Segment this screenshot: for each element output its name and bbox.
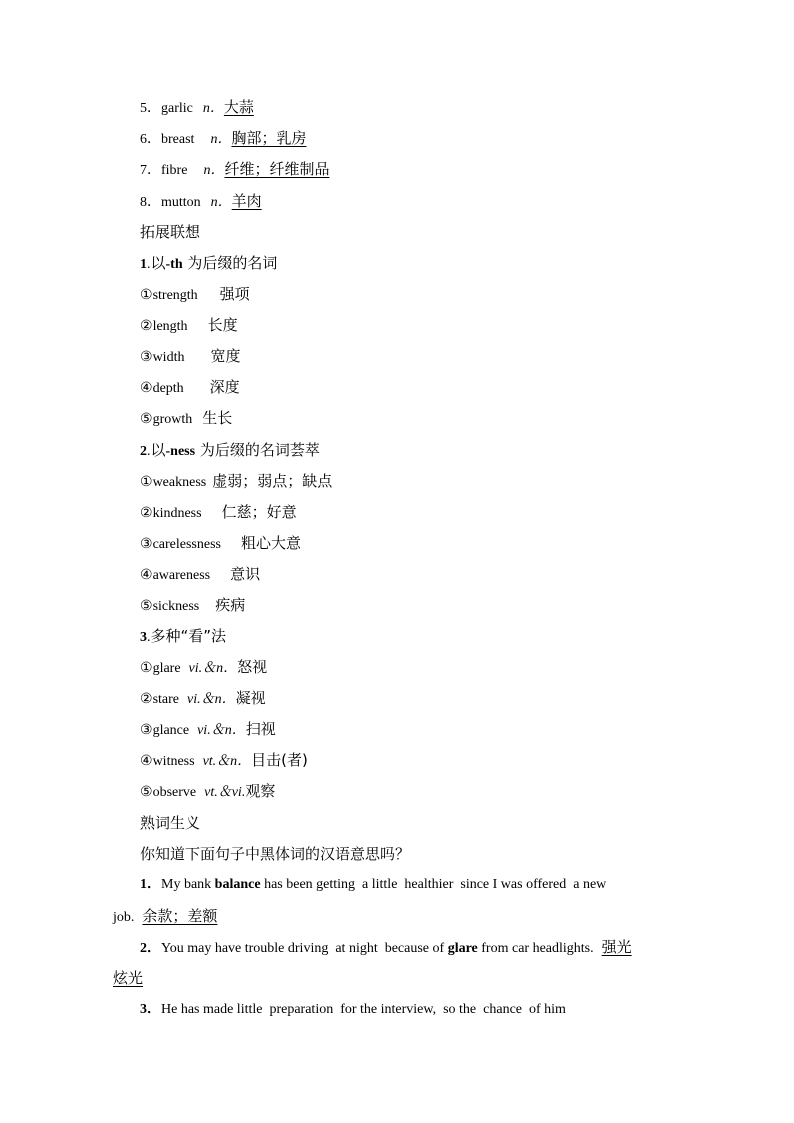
section-dot: . bbox=[147, 257, 151, 272]
answer: 炫光 bbox=[113, 969, 144, 987]
item-number: 5． bbox=[140, 101, 161, 116]
sentence-number: 1． bbox=[140, 877, 161, 892]
item-mark: ② bbox=[140, 692, 153, 707]
part-of-speech: n． bbox=[210, 132, 232, 147]
section-number: 3 bbox=[140, 630, 147, 645]
item-meaning: 观察 bbox=[245, 782, 276, 800]
item-word: strength bbox=[152, 288, 198, 303]
part-of-speech: n． bbox=[203, 163, 225, 178]
sentence bbox=[140, 875, 606, 895]
item-word: growth bbox=[152, 412, 193, 427]
vocab-word: garlic bbox=[161, 101, 193, 116]
vocab-meaning: 纤维；纤维制品 bbox=[224, 160, 330, 178]
item-mark: ② bbox=[140, 506, 153, 521]
list-item bbox=[140, 408, 232, 430]
item-meaning: 目击(者) bbox=[251, 751, 308, 769]
item-meaning: 长度 bbox=[207, 316, 238, 334]
item-mark: ① bbox=[140, 288, 153, 303]
list-item bbox=[140, 315, 238, 337]
list-item bbox=[140, 377, 240, 399]
vocab-meaning: 羊肉 bbox=[231, 192, 262, 210]
part-of-speech: vi.＆n． bbox=[188, 661, 238, 676]
item-mark: ① bbox=[140, 475, 153, 490]
item-mark: ③ bbox=[140, 723, 153, 738]
list-item bbox=[140, 564, 260, 586]
item-mark: ④ bbox=[140, 381, 153, 396]
list-item bbox=[140, 781, 275, 803]
item-meaning: 扫视 bbox=[245, 720, 276, 738]
sentence-number: 3． bbox=[140, 1002, 161, 1017]
key-word: balance bbox=[214, 877, 261, 892]
sentence-number: 2． bbox=[140, 941, 161, 956]
suffix-word: -th bbox=[165, 257, 183, 272]
item-meaning: 意识 bbox=[230, 565, 261, 583]
list-item bbox=[140, 346, 240, 368]
item-mark: ⑤ bbox=[140, 599, 153, 614]
list-item bbox=[140, 595, 245, 617]
part-of-speech: vt.＆n． bbox=[202, 754, 252, 769]
familiar-heading: 熟词生义 bbox=[140, 814, 201, 832]
item-meaning: 强项 bbox=[219, 285, 250, 303]
section-title bbox=[140, 253, 277, 275]
item-word: length bbox=[152, 319, 188, 334]
item-word: stare bbox=[152, 692, 179, 707]
section-dot: . bbox=[147, 444, 151, 459]
item-number: 8． bbox=[140, 195, 161, 210]
item-number: 6． bbox=[140, 132, 161, 147]
familiar-question: 你知道下面句子中黑体词的汉语意思吗？ bbox=[140, 845, 411, 863]
item-word: depth bbox=[152, 381, 184, 396]
item-word: width bbox=[152, 350, 185, 365]
item-word: glance bbox=[152, 723, 190, 738]
list-item bbox=[140, 471, 332, 493]
key-word: glare bbox=[447, 941, 478, 956]
list-item bbox=[140, 284, 250, 306]
sentence bbox=[140, 1000, 566, 1020]
section-title-rest: 为后缀的名词荟萃 bbox=[195, 441, 320, 459]
item-meaning: 深度 bbox=[209, 378, 240, 396]
section-title-pre: 以 bbox=[150, 441, 166, 459]
item-mark: ④ bbox=[140, 568, 153, 583]
sentence-text: from car headlights. bbox=[477, 941, 594, 956]
answer: 余款；差额 bbox=[142, 907, 218, 925]
list-item bbox=[140, 750, 308, 772]
sentence-text: job. bbox=[113, 910, 135, 925]
item-meaning: 生长 bbox=[202, 409, 233, 427]
vocab-item bbox=[140, 128, 306, 150]
item-mark: ⑤ bbox=[140, 785, 153, 800]
item-word: witness bbox=[152, 754, 195, 769]
section-number: 2 bbox=[140, 444, 147, 459]
vocab-word: fibre bbox=[161, 163, 188, 178]
part-of-speech: n． bbox=[210, 195, 232, 210]
sentence-text: My bank bbox=[161, 877, 215, 892]
item-mark: ⑤ bbox=[140, 412, 153, 427]
item-meaning: 凝视 bbox=[235, 689, 266, 707]
vocab-meaning: 胸部；乳房 bbox=[231, 129, 307, 147]
item-number: 7． bbox=[140, 163, 161, 178]
part-of-speech: vi.＆n． bbox=[187, 692, 236, 707]
expand-heading: 拓展联想 bbox=[140, 223, 201, 241]
sentence-text: You may have trouble driving at night because of bbox=[161, 941, 448, 956]
section-number: 1 bbox=[140, 257, 147, 272]
item-meaning: 怒视 bbox=[237, 658, 268, 676]
item-meaning: 粗心大意 bbox=[240, 534, 301, 552]
part-of-speech: n． bbox=[202, 101, 224, 116]
vocab-meaning: 大蒜 bbox=[223, 98, 254, 116]
vocab-item bbox=[140, 97, 254, 119]
item-word: kindness bbox=[152, 506, 202, 521]
vocab-word: breast bbox=[161, 132, 195, 147]
list-item bbox=[140, 657, 267, 679]
item-meaning: 仁慈；好意 bbox=[221, 503, 297, 521]
part-of-speech: vt.＆vi. bbox=[204, 785, 246, 800]
section-title-text: 多种“看”法 bbox=[150, 627, 227, 645]
section-title bbox=[140, 626, 226, 648]
sentence-text: has been getting a little healthier since I was offered a new bbox=[260, 877, 607, 892]
section-title bbox=[140, 440, 320, 462]
suffix-word: -ness bbox=[165, 444, 196, 459]
sentence-continuation bbox=[113, 968, 143, 990]
item-mark: ③ bbox=[140, 350, 153, 365]
sentence-continuation bbox=[113, 906, 217, 928]
vocab-item bbox=[140, 191, 262, 213]
list-item bbox=[140, 688, 266, 710]
item-word: carelessness bbox=[152, 537, 221, 552]
list-item bbox=[140, 502, 297, 524]
item-word: weakness bbox=[152, 475, 207, 490]
item-meaning: 宽度 bbox=[210, 347, 241, 365]
vocab-item bbox=[140, 159, 329, 181]
item-meaning: 疾病 bbox=[215, 596, 246, 614]
sentence bbox=[140, 937, 644, 959]
section-title-pre: 以 bbox=[150, 254, 166, 272]
part-of-speech: vi.＆n． bbox=[197, 723, 246, 738]
item-mark: ② bbox=[140, 319, 153, 334]
item-mark: ① bbox=[140, 661, 153, 676]
section-dot: . bbox=[147, 630, 151, 645]
vocab-word: mutton bbox=[161, 195, 201, 210]
item-mark: ③ bbox=[140, 537, 153, 552]
list-item bbox=[140, 533, 301, 555]
item-word: sickness bbox=[152, 599, 200, 614]
item-word: awareness bbox=[152, 568, 211, 583]
item-meaning: 虚弱；弱点；缺点 bbox=[212, 472, 333, 490]
sentence-text: He has made little preparation for the interview, so the chance of him bbox=[161, 1002, 566, 1017]
list-item bbox=[140, 719, 276, 741]
section-title-rest: 为后缀的名词 bbox=[182, 254, 278, 272]
item-mark: ④ bbox=[140, 754, 153, 769]
item-word: observe bbox=[152, 785, 197, 800]
answer: 强光 bbox=[601, 938, 632, 956]
item-word: glare bbox=[152, 661, 181, 676]
